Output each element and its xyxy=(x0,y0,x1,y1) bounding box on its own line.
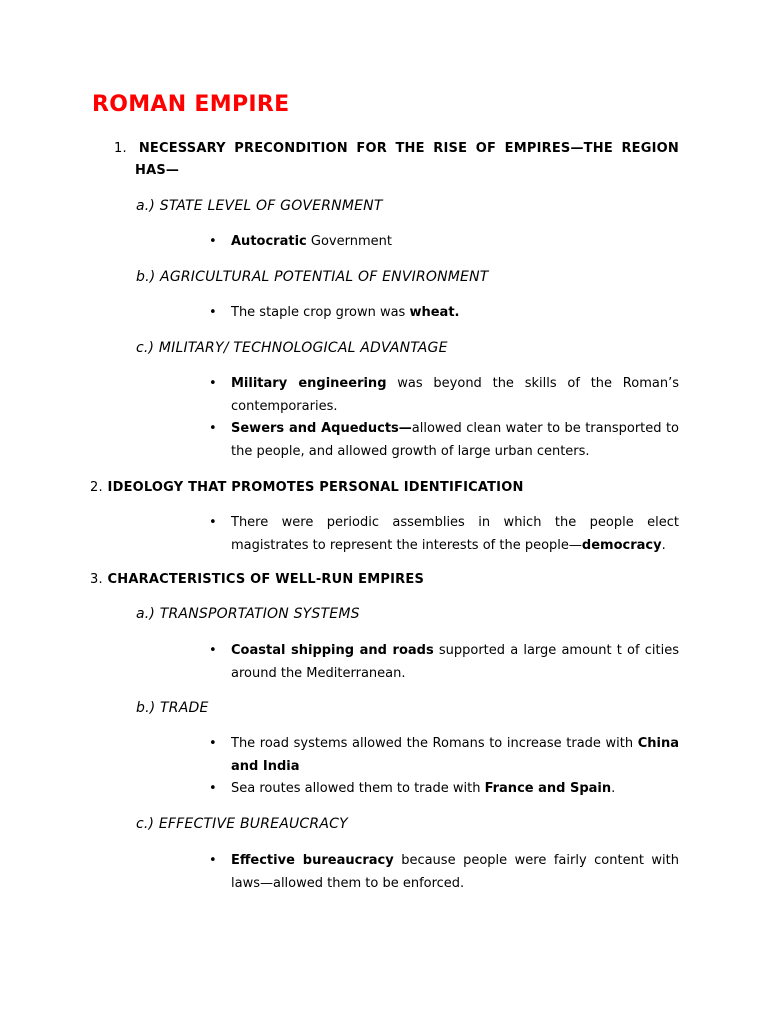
list-item: • The staple crop grown was wheat. xyxy=(209,302,679,325)
section-heading-1-cont: HAS— xyxy=(135,163,180,178)
subsection-label-1c: c.) MILITARY/ TECHNOLOGICAL ADVANTAGE xyxy=(136,340,448,356)
bullet-icon: • xyxy=(209,781,217,796)
list-item: • There were periodic assemblies in which the people elect magistrates to represent the interests of the people—democracy. xyxy=(209,512,679,557)
page-title: ROMAN EMPIRE xyxy=(92,92,290,117)
section-heading-3 xyxy=(90,572,424,587)
bullet-icon: • xyxy=(209,234,217,249)
bullet-icon: • xyxy=(209,376,217,391)
bullet-icon: • xyxy=(209,515,217,530)
section-number-1: 1. xyxy=(114,141,127,156)
section-heading-2 xyxy=(90,480,524,495)
section-number-2: 2. xyxy=(90,480,103,495)
section-number-3: 3. xyxy=(90,572,103,587)
subsection-label-1a: a.) STATE LEVEL OF GOVERNMENT xyxy=(136,198,383,214)
subsection-label-3a: a.) TRANSPORTATION SYSTEMS xyxy=(136,606,360,622)
section-heading-1 xyxy=(114,141,679,156)
list-item: • Sea routes allowed them to trade with France and Spain. xyxy=(209,778,679,801)
list-item: • Coastal shipping and roads supported a large amount t of cities around the Mediterranean. xyxy=(209,640,679,685)
bullet-icon: • xyxy=(209,643,217,658)
list-item: • Sewers and Aqueducts—allowed clean water to be transported to the people, and allowed growth of large urban centers. xyxy=(209,418,679,463)
list-item: • The road systems allowed the Romans to increase trade with China and India xyxy=(209,733,679,778)
section-heading-text-2: IDEOLOGY THAT PROMOTES PERSONAL IDENTIFICATION xyxy=(107,480,524,495)
list-item: • Effective bureaucracy because people were fairly content with laws—allowed them to be enforced. xyxy=(209,850,679,895)
subsection-label-1b: b.) AGRICULTURAL POTENTIAL OF ENVIRONMENT xyxy=(136,269,489,285)
list-item: • Military engineering was beyond the skills of the Roman’s contemporaries. xyxy=(209,373,679,418)
bullet-icon: • xyxy=(209,305,217,320)
bullet-icon: • xyxy=(209,736,217,751)
bullet-icon: • xyxy=(209,421,217,436)
section-heading-text-1: NECESSARY PRECONDITION FOR THE RISE OF EMPIRES—THE REGION xyxy=(138,141,679,156)
subsection-label-3b: b.) TRADE xyxy=(136,700,209,716)
list-item: • Autocratic Government xyxy=(209,231,679,254)
section-heading-text-3: CHARACTERISTICS OF WELL-RUN EMPIRES xyxy=(107,572,425,587)
bullet-icon: • xyxy=(209,853,217,868)
subsection-label-3c: c.) EFFECTIVE BUREAUCRACY xyxy=(136,816,348,832)
